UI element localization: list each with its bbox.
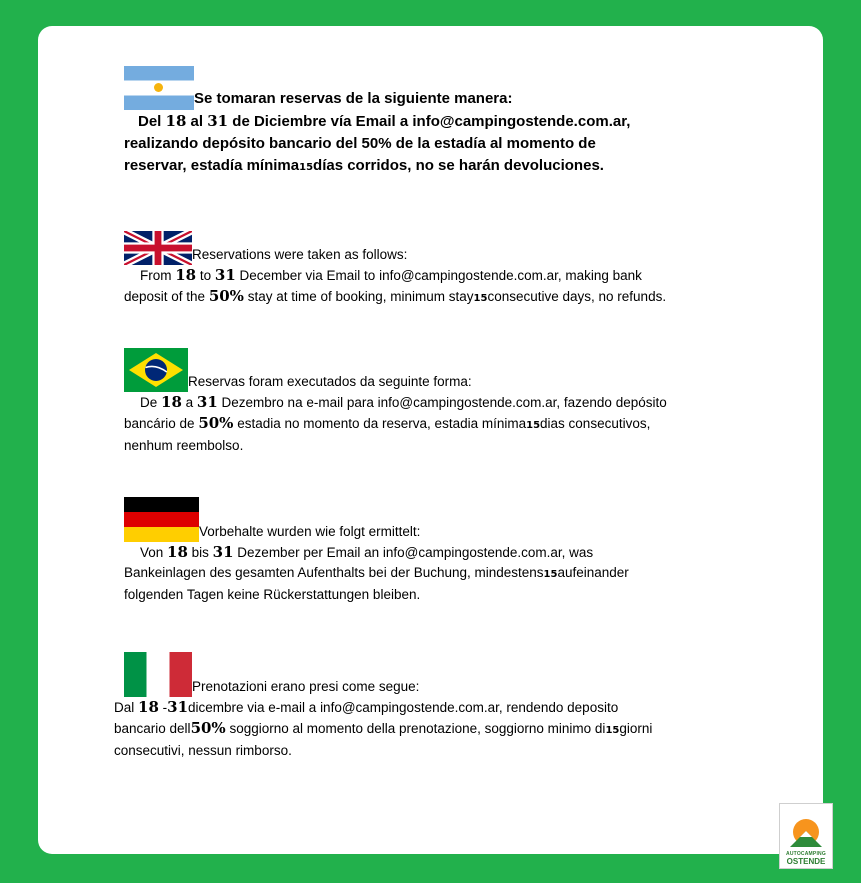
section-portuguese xyxy=(124,348,667,456)
it-line-2: Dal 18 -31dicembre via e-mail a info@campingostende.com.ar, rendendo deposito xyxy=(114,698,619,716)
es-heading: Se tomaran reservas de la siguiente manera: xyxy=(194,90,513,107)
de-line-4: folgenden Tagen keine Rückerstattungen bleiben. xyxy=(124,587,421,602)
section-german xyxy=(124,497,629,605)
pt-heading: Reservas foram executados da seguinte forma: xyxy=(188,374,472,389)
it-line-3: bancario dell50% soggiorno al momento della prenotazione, soggiorno minimo di15giorni xyxy=(114,719,653,737)
content-card xyxy=(38,26,823,854)
sun-mountain-icon xyxy=(784,817,828,851)
en-line-2: From 18 to 31 December via Email to info@campingostende.com.ar, making bank xyxy=(140,266,642,284)
logo-line-1: AUTOCAMPING xyxy=(786,851,826,857)
uk-flag-icon xyxy=(124,231,192,265)
brazil-flag-icon xyxy=(124,348,188,392)
germany-flag-icon xyxy=(124,497,199,542)
it-line-4: consecutivi, nessun rimborso. xyxy=(114,743,292,758)
logo-line-2: OSTENDE xyxy=(786,857,826,866)
de-line-2: Von 18 bis 31 Dezember per Email an info@campingostende.com.ar, was xyxy=(140,543,594,561)
autocamping-ostende-logo xyxy=(779,803,833,869)
de-heading: Vorbehalte wurden wie folgt ermittelt: xyxy=(199,524,421,539)
es-line-4: reservar, estadía mínima15días corridos, no se harán devoluciones. xyxy=(124,157,604,174)
de-line-3: Bankeinlagen des gesamten Aufenthalts bei der Buchung, mindestens15aufeinander xyxy=(124,565,629,580)
section-english xyxy=(124,231,666,309)
pt-line-3: bancário de 50% estadia no momento da reserva, estadia mínima15dias consecutivos, xyxy=(124,414,651,432)
es-line-3: realizando depósito bancario del 50% de la estadía al momento de xyxy=(124,135,596,152)
en-line-3: deposit of the 50% stay at time of booking, minimum stay15consecutive days, no refunds. xyxy=(124,287,667,305)
es-line-2: Del 18 al 31 de Diciembre vía Email a info@campingostende.com.ar, xyxy=(138,112,631,130)
pt-line-4: nenhum reembolso. xyxy=(124,438,244,453)
section-spanish xyxy=(124,66,630,179)
pt-line-2: De 18 a 31 Dezembro na e-mail para info@campingostende.com.ar, fazendo depósito xyxy=(140,393,667,411)
it-heading: Prenotazioni erano presi come segue: xyxy=(192,679,420,694)
italy-flag-icon xyxy=(124,652,192,697)
section-italian xyxy=(114,652,653,761)
en-heading: Reservations were taken as follows: xyxy=(192,247,408,262)
argentina-flag-icon xyxy=(124,66,194,110)
